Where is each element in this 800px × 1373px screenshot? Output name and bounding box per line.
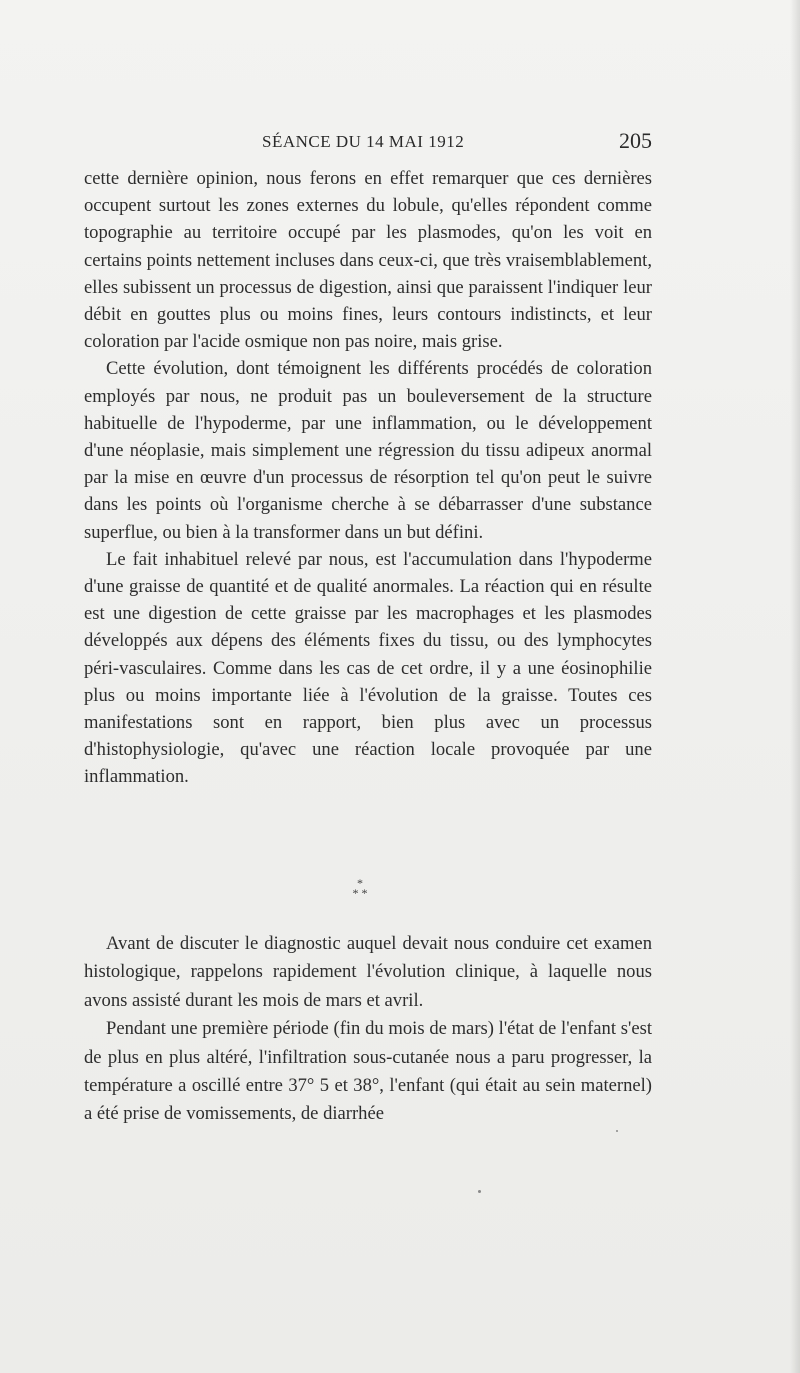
asterism-top: * (357, 876, 363, 890)
section-separator-asterism (340, 878, 380, 898)
paper-speck (478, 1190, 481, 1193)
running-title: SÉANCE DU 14 MAI 1912 (262, 132, 465, 151)
paragraph: Le fait inhabituel relevé par nous, est l'accumulation dans l'hypoderme d'une graisse de quantité et de qualité anormales. La réaction qui en résulte est une digestion de cette graisse par les macrophages et les plasmodes développés aux dépens des éléments fixes du tissu, ou des lymphocytes péri-vasculaires. Comme dans les cas de cet ordre, il y a une éosinophilie plus ou moins importante liée à l'évolution de la graisse. Toutes ces manifestations sont en rapport, bien plus avec un processus d'histophysiologie, qu'avec une réaction locale provoquée par une inflammation. (84, 548, 652, 788)
page-edge-shadow (790, 0, 800, 1373)
paragraph-continuation: cette dernière opinion, nous ferons en effet remarquer que ces dernières occupent surtout les zones externes du lobule, qu'elles répondent comme topographie au territoire occupé par les plasmodes, qu'on les voit en certains points nettement incluses dans ceux-ci, que très vraisemblablement, elles subissent un processus de digestion, ainsi que paraissent l'indiquer leur débit en gouttes plus ou moins fines, leurs contours indistincts, et leur coloration par l'acide osmique non pas noire, mais grise. (84, 168, 652, 353)
paper-speck (616, 1130, 618, 1132)
paragraph: Pendant une première période (fin du mois de mars) l'état de l'enfant s'est de plus en plus altéré, l'infiltration sous-cutanée nous a paru progresser, la température a oscillé entre 37° 5 et 38°, l'enfant (qui était au sein maternel) a été prise de vomissements, de diarrhée (84, 1018, 652, 1125)
running-head (84, 128, 652, 156)
paragraph: Cette évolution, dont témoignent les différents procédés de coloration employés par nous, ne produit pas un bouleversement de la structure habituelle de l'hypoderme, par une inflammation, ou le développement d'une néoplasie, mais simplement une régression du tissu adipeux anormal par la mise en œuvre d'un processus de résorption tel qu'on peut le suivre dans les points où l'organisme cherche à se débarrasser d'une substance superflue, ou bien à la transformer dans un but défini. (84, 358, 652, 543)
asterism-bottom: * * (352, 886, 368, 900)
body-text-top (84, 165, 652, 791)
page-number: 205 (619, 128, 652, 153)
paragraph: Avant de discuter le diagnostic auquel devait nous conduire cet examen histologique, rappelons rapidement l'évolution clinique, à laquelle nous avons assisté durant les mois de mars et avril. (84, 933, 652, 1011)
body-text-bottom (84, 930, 652, 1129)
